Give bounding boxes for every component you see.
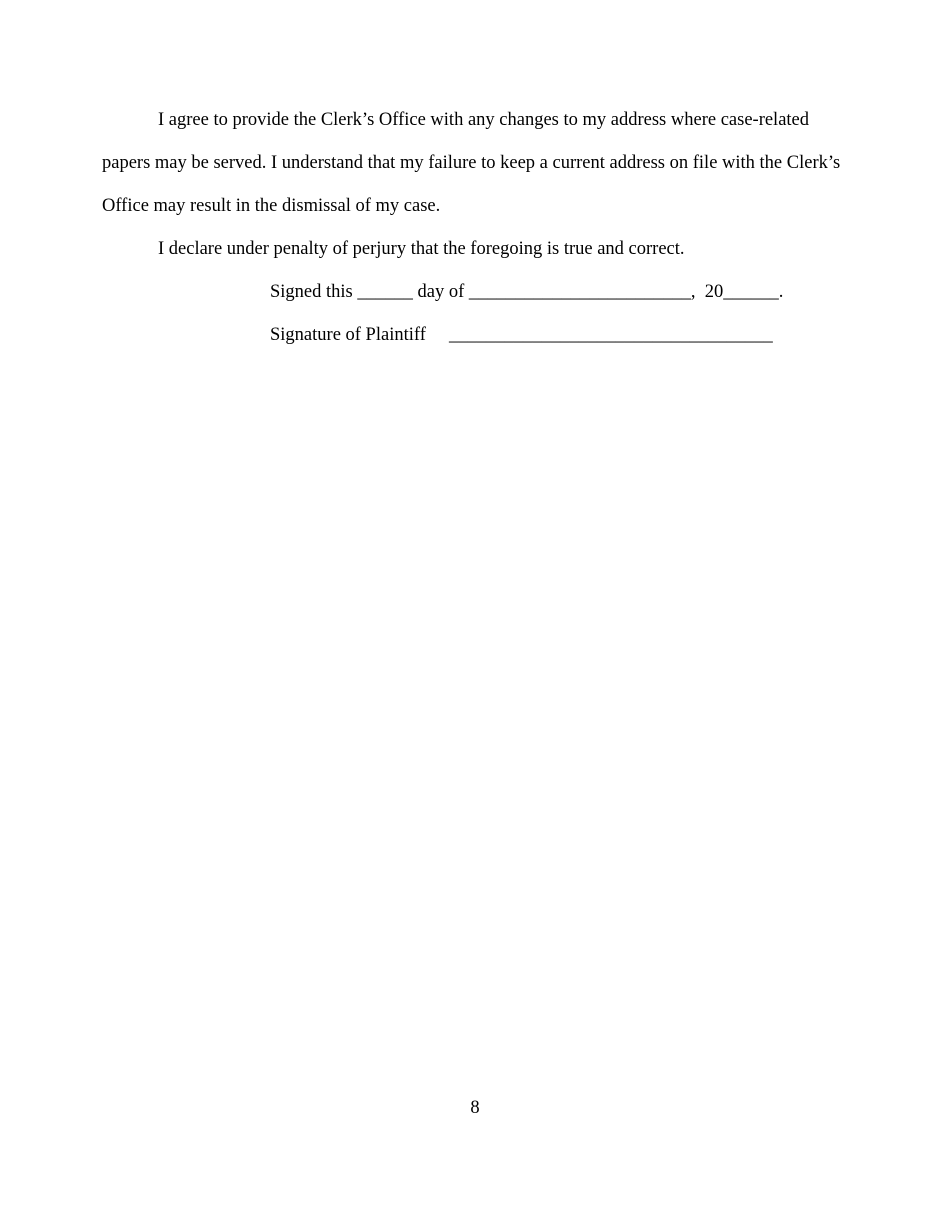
- address-paragraph-line-1: I agree to provide the Clerk’s Office with any changes to my address where case-related: [158, 110, 810, 130]
- page-number: 8: [470, 1098, 480, 1118]
- plaintiff-signature-line: Signature of Plaintiff ___________________________________: [270, 325, 773, 345]
- perjury-declaration: I declare under penalty of perjury that the foregoing is true and correct.: [158, 239, 685, 259]
- address-paragraph-line-3: Office may result in the dismissal of my case.: [102, 196, 441, 216]
- address-paragraph-line-2: papers may be served. I understand that my failure to keep a current address on file with the Clerk’s: [102, 153, 841, 173]
- signed-date-line: Signed this ______ day of ________________________, 20______.: [270, 282, 784, 302]
